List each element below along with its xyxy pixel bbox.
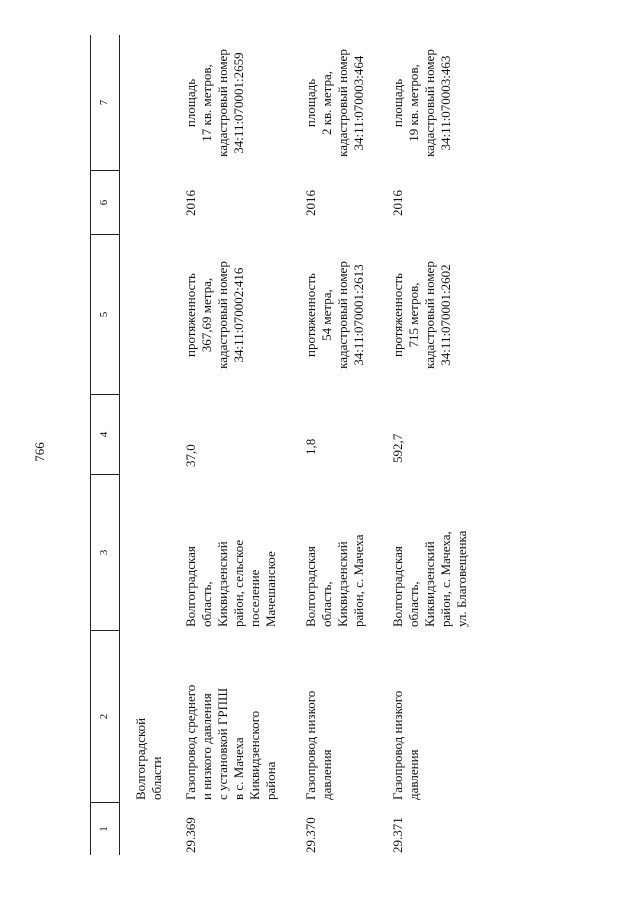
object-name: Газопровод низкого давления bbox=[303, 690, 334, 800]
object-value: 1,8 bbox=[303, 438, 318, 455]
column-number-5: 5 bbox=[90, 235, 119, 395]
column-number-2: 2 bbox=[90, 631, 119, 803]
object-location: Волгоградская область, Киквидзенский район, с. Мачеха, ул. Благовещенка bbox=[390, 530, 469, 627]
object-name: Газопровод низкого давления bbox=[390, 690, 421, 800]
object-name: Газопровод среднего и низкого давления с установкой ГРПШ в с. Мачеха Киквидзенского района bbox=[183, 684, 278, 800]
object-year: 2016 bbox=[183, 190, 198, 216]
object-location: Волгоградская область, Киквидзенский район, сельское поселение Мачешанское bbox=[183, 539, 278, 627]
column-number-3: 3 bbox=[90, 475, 119, 631]
column-number-1: 1 bbox=[98, 826, 110, 832]
object-year: 2016 bbox=[390, 190, 405, 216]
object-value: 37,0 bbox=[183, 444, 198, 467]
column-number-4: 4 bbox=[90, 395, 119, 475]
column-number-6: 6 bbox=[90, 171, 119, 235]
object-year: 2016 bbox=[303, 190, 318, 216]
row-number: 29.369 bbox=[183, 817, 198, 853]
header-bottom-rule bbox=[119, 35, 120, 855]
object-characteristics: протяженность 367,69 метра, кадастровый номер 34:11:070002:416 bbox=[183, 261, 246, 369]
land-characteristics: площадь 19 кв. метров, кадастровый номер 34:11:070003:463 bbox=[390, 49, 453, 157]
object-characteristics: протяженность 715 метров, кадастровый номер 34:11:070001:2602 bbox=[390, 261, 453, 369]
object-characteristics: протяженность 54 метра, кадастровый номер 34:11:070001:2613 bbox=[303, 261, 366, 369]
land-characteristics: площадь 2 кв. метра, кадастровый номер 34:11:070003:464 bbox=[303, 49, 366, 157]
object-location: Волгоградская область, Киквидзенский район, с. Мачеха bbox=[303, 534, 366, 627]
object-value: 592,7 bbox=[390, 433, 405, 463]
land-characteristics: площадь 17 кв. метров, кадастровый номер 34:11:070001:2659 bbox=[183, 49, 246, 157]
page-number: 766 bbox=[32, 442, 47, 462]
column-number-7: 7 bbox=[90, 35, 119, 171]
rotated-table bbox=[90, 35, 470, 855]
row-number: 29.371 bbox=[390, 817, 405, 853]
region-label: Волгоградской области bbox=[133, 717, 164, 800]
row-number: 29.370 bbox=[303, 817, 318, 853]
